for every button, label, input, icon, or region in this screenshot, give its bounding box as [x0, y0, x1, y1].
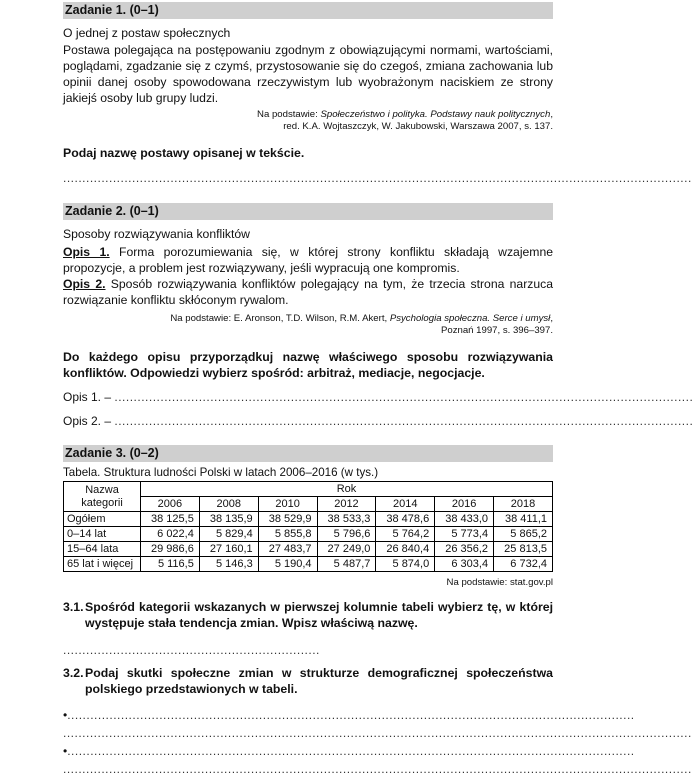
task3-2-line-4[interactable]: .................................................................................................................................................................... [63, 762, 692, 776]
q32-text: Podaj skutki społeczne zmian w strukturze demograficznej społeczeństwa polskiego przedstawionych w tabeli. [85, 666, 553, 696]
task2-opis2 [63, 276, 553, 308]
bullet-icon: • [63, 744, 68, 758]
value-cell: 38 478,6 [376, 512, 435, 527]
task2-source: Na podstawie: E. Aronson, T.D. Wilson, R.M. Akert, Psychologia społeczna. Serce i umysł, Poznań 1997, s. 396–397. [170, 313, 553, 336]
source-prefix: Na podstawie: E. Aronson, T.D. Wilson, R.M. Akert, [170, 313, 390, 324]
value-cell: 27 249,0 [317, 542, 376, 557]
task3-2-bullet-1[interactable]: • .................................................................................................................................................... [63, 708, 635, 722]
value-cell: 38 529,9 [258, 512, 317, 527]
task1-question: Podaj nazwę postawy opisanej w tekście. [63, 146, 305, 160]
source-prefix: Na podstawie: [257, 109, 321, 120]
value-cell: 5 146,3 [199, 557, 258, 572]
year-cell: 2018 [494, 497, 553, 512]
answer1-label: Opis 1. – [63, 390, 115, 404]
source-rest: Poznań 1997, s. 396–397. [440, 325, 553, 336]
task3-1-question [63, 599, 553, 631]
value-cell: 5 190,4 [258, 557, 317, 572]
task3-2-bullet-2[interactable]: • .................................................................................................................................................... [63, 744, 635, 758]
task3-source: Na podstawie: stat.gov.pl [446, 577, 553, 588]
value-cell: 38 533,3 [317, 512, 376, 527]
value-cell: 5 874,0 [376, 557, 435, 572]
row-category: 15–64 lata [64, 542, 141, 557]
task3-2-line-2[interactable]: .................................................................................................................................................................... [63, 726, 692, 740]
value-cell: 26 840,4 [376, 542, 435, 557]
row-category: 65 lat i więcej [64, 557, 141, 572]
value-cell: 38 411,1 [494, 512, 553, 527]
source-title: Społeczeństwo i polityka. Podstawy nauk politycznych [320, 109, 551, 120]
task1-topic: O jednej z postaw społecznych [63, 26, 231, 40]
q32-number: 3.2. [63, 666, 84, 680]
value-cell: 25 813,5 [494, 542, 553, 557]
year-cell: 2010 [258, 497, 317, 512]
task2-header: Zadanie 2. (0–1) [63, 203, 553, 220]
task3-1-answer-line[interactable]: ................................................................... [63, 643, 320, 657]
task1-source: Na podstawie: Społeczeństwo i polityka. Podstawy nauk politycznych, red. K.A. Wojtaszczyk, W. Jakubowski, Warszawa 2007, s. 137. [257, 109, 553, 132]
table-row [64, 512, 553, 527]
opis2-label: Opis 2. [63, 277, 106, 291]
year-cell: 2014 [376, 497, 435, 512]
table-caption: Tabela. Struktura ludności Polski w latach 2006–2016 (w tys.) [63, 466, 379, 479]
value-cell: 27 483,7 [258, 542, 317, 557]
value-cell: 6 732,4 [494, 557, 553, 572]
year-cell: 2016 [435, 497, 494, 512]
opis1-text: Forma porozumiewania się, w której strony konfliktu składają wzajemne propozycje, a problem jest rozwiązywany, jeśli wypracują one kompromis. [63, 245, 554, 275]
value-cell: 5 865,2 [494, 527, 553, 542]
task1-answer-line[interactable]: .................................................................................................................................................................... [63, 171, 692, 185]
task2-question: Do każdego opisu przyporządkuj nazwę właściwego sposobu rozwiązywania konfliktów. Odpowiedzi wybierz spośród: arbitraż, mediacje, negocjacje. [63, 350, 553, 380]
opis1-label: Opis 1. [63, 245, 110, 259]
row-category: Ogółem [64, 512, 141, 527]
col-name-header: Nazwa kategorii [64, 482, 141, 512]
table-row [64, 542, 553, 557]
value-cell: 38 135,9 [199, 512, 258, 527]
value-cell: 26 356,2 [435, 542, 494, 557]
value-cell: 5 487,7 [317, 557, 376, 572]
task2-answer1[interactable]: Opis 1. – ....................................................................................................................................................... [63, 390, 693, 404]
value-cell: 5 773,4 [435, 527, 494, 542]
value-cell: 38 125,5 [141, 512, 200, 527]
task1-header: Zadanie 1. (0–1) [63, 2, 553, 19]
value-cell: 27 160,1 [199, 542, 258, 557]
table-body [64, 512, 553, 572]
year-header: Rok [141, 482, 553, 497]
year-cell: 2012 [317, 497, 376, 512]
task3-header: Zadanie 3. (0–2) [63, 445, 553, 462]
q31-number: 3.1. [63, 600, 84, 614]
value-cell: 38 433,0 [435, 512, 494, 527]
value-cell: 5 829,4 [199, 527, 258, 542]
value-cell: 29 986,6 [141, 542, 200, 557]
value-cell: 5 764,2 [376, 527, 435, 542]
exam-page [63, 0, 693, 776]
population-table [63, 481, 553, 572]
year-cell: 2006 [141, 497, 200, 512]
q31-text: Spośród kategorii wskazanych w pierwszej kolumnie tabeli wybierz tę, w której występuje stała tendencja zmian. Wpisz właściwą nazwę. [85, 600, 553, 630]
source-title: Psychologia społeczna. Serce i umysł [389, 313, 551, 324]
task2-topic: Sposoby rozwiązywania konfliktów [63, 227, 250, 241]
task3-2-question [63, 665, 553, 697]
source-rest: red. K.A. Wojtaszczyk, W. Jakubowski, Warszawa 2007, s. 137. [283, 121, 553, 132]
row-category: 0–14 lat [64, 527, 141, 542]
task1-text: Postawa polegająca na postępowaniu zgodnym z obowiązującymi normami, wartościami, poglądami, zgadzanie się z czymś, przystosowanie się do czegoś, zmiana zachowania lub opinii danej osoby spowodowana rzeczywistym lub wyobrażonym naciskiem ze strony jakiejś osoby lub grupy ludzi. [63, 43, 553, 105]
table-row [64, 557, 553, 572]
value-cell: 5 796,6 [317, 527, 376, 542]
value-cell: 5 855,8 [258, 527, 317, 542]
value-cell: 5 116,5 [141, 557, 200, 572]
bullet-icon: • [63, 708, 68, 722]
answer2-label: Opis 2. – [63, 414, 115, 428]
table-header-row [64, 482, 553, 497]
value-cell: 6 022,4 [141, 527, 200, 542]
task2-opis1 [63, 244, 553, 276]
task2-answer2[interactable]: Opis 2. – ....................................................................................................................................................... [63, 414, 693, 428]
value-cell: 6 303,4 [435, 557, 494, 572]
year-cell: 2008 [199, 497, 258, 512]
table-row [64, 527, 553, 542]
opis2-text: Sposób rozwiązywania konfliktów polegający na tym, że trzecia strona narzuca rozwiązanie konfliktu skłóconym rywalom. [63, 277, 553, 307]
